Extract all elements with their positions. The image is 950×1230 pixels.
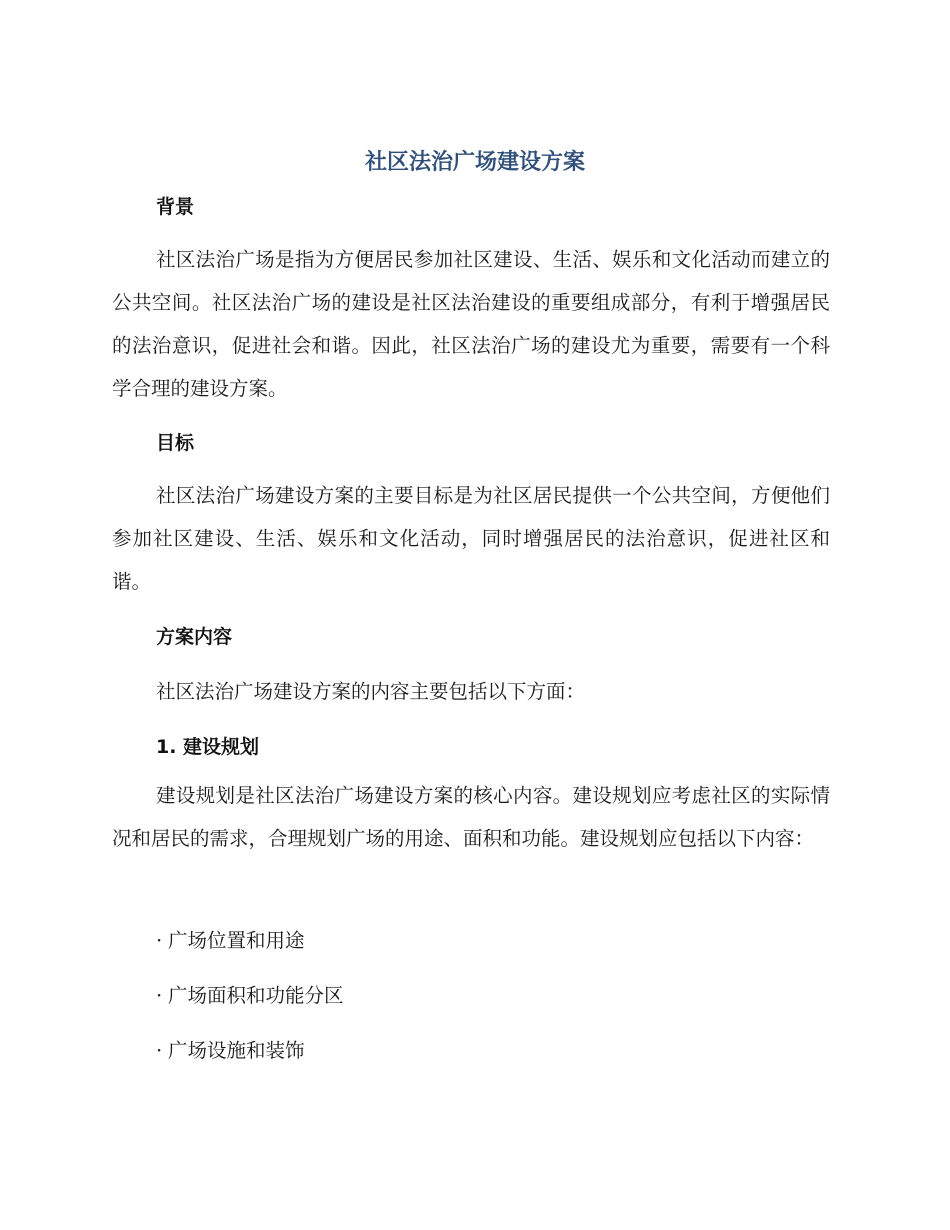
- list-item-text: 广场面积和功能分区: [168, 984, 344, 1007]
- list-item: [156, 981, 344, 1011]
- content-intro: 社区法治广场建设方案的内容主要包括以下方面：: [156, 680, 586, 703]
- bullet-icon: ·: [156, 929, 163, 952]
- list-item-text: 广场位置和用途: [168, 929, 305, 952]
- section-heading-planning: 1. 建设规划: [156, 736, 260, 758]
- background-paragraph: 社区法治广场是指为方便居民参加社区建设、生活、娱乐和文化活动而建立的公共空间。社区法治广场的建设是社区法治建设的重要组成部分，有利于增强居民的法治意识，促进社会和谐。因此，社区法治广场的建设尤为重要，需要有一个科学合理的建设方案。: [112, 248, 830, 400]
- section-heading-background: 背景: [156, 196, 195, 218]
- document-title: 社区法治广场建设方案: [364, 150, 585, 175]
- section-heading-goal: 目标: [156, 432, 195, 454]
- bullet-icon: ·: [156, 984, 163, 1007]
- goal-paragraph: 社区法治广场建设方案的主要目标是为社区居民提供一个公共空间，方便他们参加社区建设、生活、娱乐和文化活动，同时增强居民的法治意识，促进社区和谐。: [112, 484, 830, 593]
- list-item: [156, 926, 305, 956]
- planning-paragraph: 建设规划是社区法治广场建设方案的核心内容。建设规划应考虑社区的实际情况和居民的需求，合理规划广场的用途、面积和功能。建设规划应包括以下内容：: [112, 784, 830, 850]
- list-item: [156, 1036, 305, 1066]
- list-item-text: 广场设施和装饰: [168, 1039, 305, 1062]
- section-heading-content: 方案内容: [156, 626, 233, 648]
- bullet-icon: ·: [156, 1039, 163, 1062]
